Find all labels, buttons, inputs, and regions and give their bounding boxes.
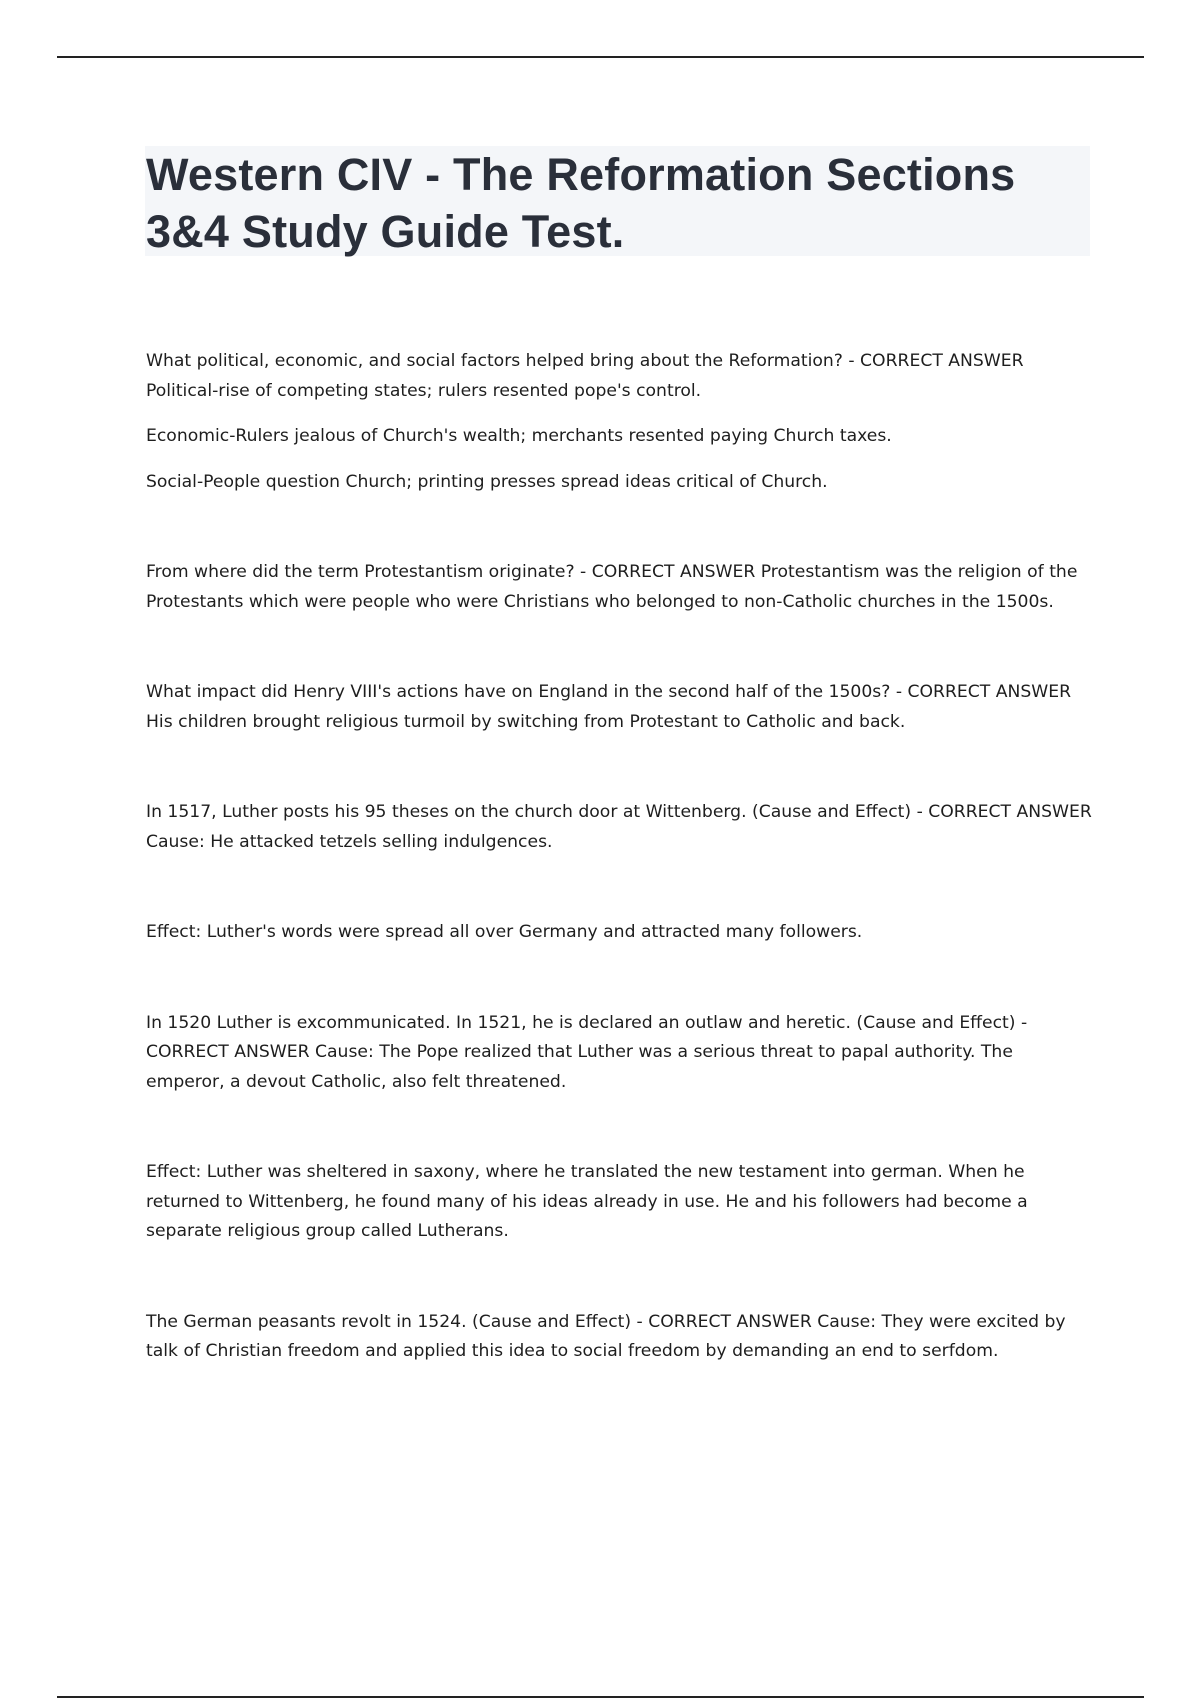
paragraph-social: Social-People question Church; printing presses spread ideas critical of Church. xyxy=(146,471,828,492)
paragraph-economic: Economic-Rulers jealous of Church's wealth; merchants resented paying Church taxes. xyxy=(146,426,892,446)
paragraph-excommunication: In 1520 Luther is excommunicated. In 1521, he is declared an outlaw and heretic. (Cause and Effect) - CORRECT ANSWER Cause: The Pope realized that Luther was a serious threat to papal authority. The emperor, a devout Catholic, also felt threatened. xyxy=(146,1012,1028,1092)
paragraph-reformation-factors: What political, economic, and social factors helped bring about the Reformation? - CORRECT ANSWER Political-rise of competing states; rulers resented pope's control. xyxy=(146,351,1024,401)
paragraph-theses-effect: Effect: Luther's words were spread all over Germany and attracted many followers. xyxy=(146,922,863,942)
paragraph-peasants-revolt: The German peasants revolt in 1524. (Cause and Effect) - CORRECT ANSWER Cause: They were excited by talk of Christian freedom and applied this idea to social freedom by demanding an end to serfdom. xyxy=(146,1311,1066,1361)
paragraph-95-theses: In 1517, Luther posts his 95 theses on the church door at Wittenberg. (Cause and Effect) - CORRECT ANSWER Cause: He attacked tetzels selling indulgences. xyxy=(146,802,1092,852)
top-rule xyxy=(57,56,1144,58)
document-title: Western CIV - The Reformation Sections 3&4 Study Guide Test. xyxy=(146,149,1016,257)
paragraph-henry-viii: What impact did Henry VIII's actions have on England in the second half of the 1500s? - CORRECT ANSWER His children brought religious turmoil by switching from Protestant to Catholic and back. xyxy=(146,682,1072,732)
paragraph-protestantism: From where did the term Protestantism originate? - CORRECT ANSWER Protestantism was the religion of the Protestants which were people who were Christians who belonged to non-Catholic churches in the 1500s. xyxy=(146,562,1078,612)
bottom-rule xyxy=(57,1696,1144,1698)
document-body xyxy=(146,347,1096,1367)
paragraph-saxony-effect: Effect: Luther was sheltered in saxony, where he translated the new testament into german. When he returned to Wittenberg, he found many of his ideas already in use. He and his followers had become a separate religious group called Lutherans. xyxy=(146,1162,1028,1241)
